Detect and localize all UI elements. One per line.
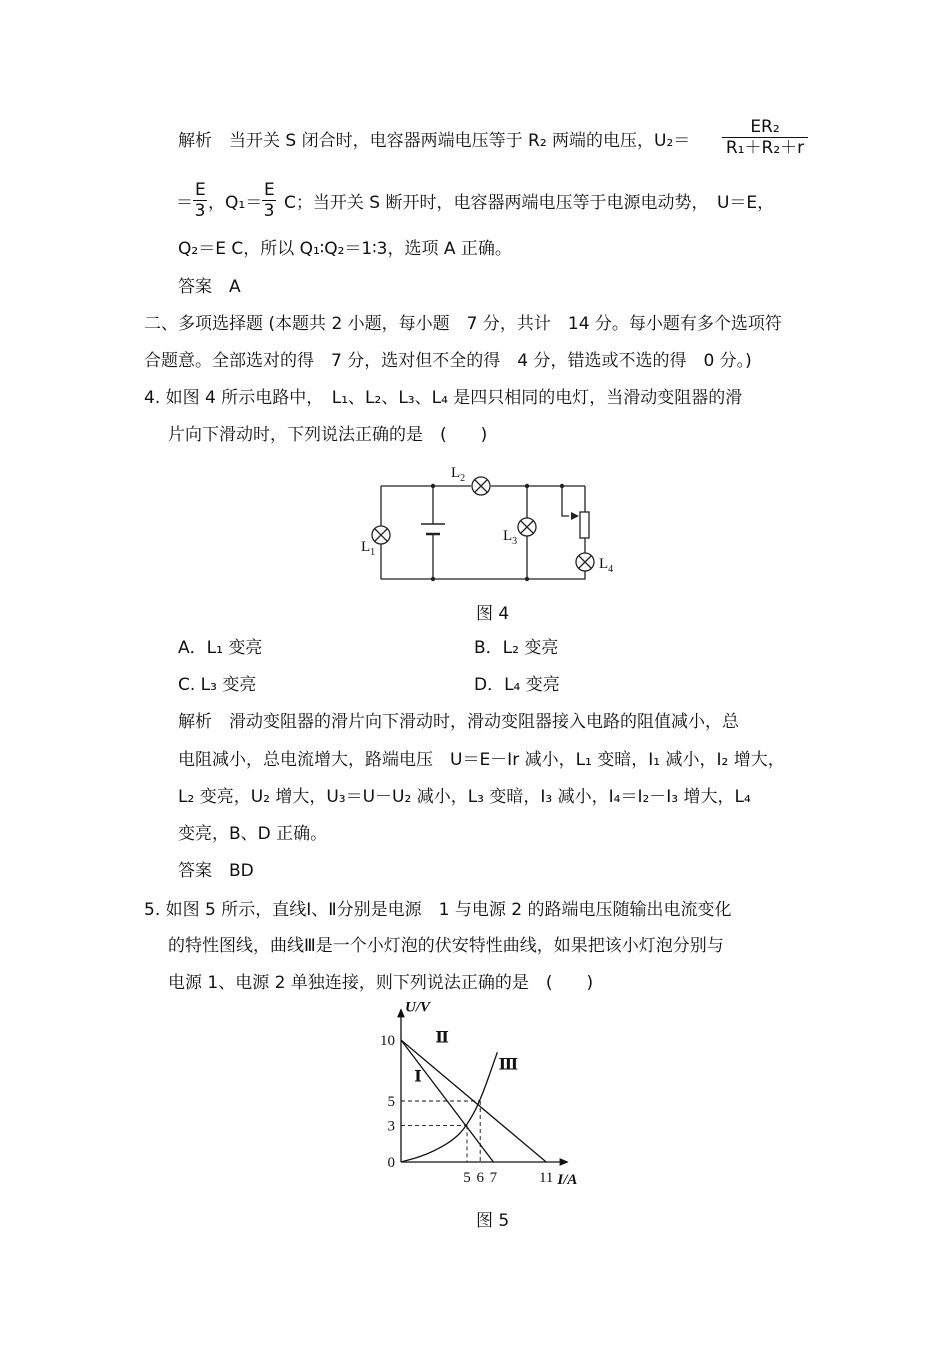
x-axis-label: I/A bbox=[557, 1172, 578, 1188]
fraction-a-num: E bbox=[195, 180, 206, 200]
x-tick-label: 7 bbox=[489, 1170, 498, 1186]
lamp-l2-icon bbox=[472, 477, 490, 495]
x-tick-label: 6 bbox=[476, 1170, 484, 1186]
q3-line2-rest: C；当开关 S 断开时，电容器两端电压等于电源电动势， U＝E， bbox=[284, 193, 775, 213]
q4-option-c[interactable]: C. L₃ 变亮 bbox=[178, 675, 257, 695]
q5-stem-line3: 电源 1、电源 2 单独连接，则下列说法正确的是 ( ) bbox=[168, 973, 594, 993]
q4-option-b[interactable]: B．L₂ 变亮 bbox=[474, 638, 559, 658]
label-l1: $L_1$ bbox=[361, 539, 376, 558]
figure4-caption: 图 4 bbox=[476, 604, 510, 624]
lamp-l3-icon bbox=[518, 518, 536, 536]
label-l2: $L_2$ bbox=[451, 465, 466, 484]
q3-analysis-line1: 解析 当开关 S 闭合时，电容器两端电压等于 R₂ 两端的电压，U₂＝ bbox=[178, 131, 691, 151]
fraction-u2 bbox=[722, 117, 808, 158]
q3-line3: Q₂＝E C，所以 Q₁∶Q₂＝1∶3，选项 A 正确。 bbox=[178, 239, 512, 259]
lamp-l4-icon bbox=[576, 553, 594, 571]
fraction-e-over-3-b bbox=[262, 180, 276, 221]
series-label-1: Ⅰ bbox=[414, 1068, 422, 1086]
label-l3: $L_3$ bbox=[503, 528, 518, 547]
y-tick-label: 3 bbox=[387, 1118, 395, 1135]
q4-analysis-line3: L₂ 变亮，U₂ 增大，U₃＝U－U₂ 减小，L₃ 变暗，I₃ 减小，I₄＝I₂－I₃ 增大，L₄ bbox=[178, 787, 751, 807]
section2-line2: 合题意。全部选对的得 7 分，选对但不全的得 4 分，错选或不选的得 0 分。) bbox=[144, 351, 752, 371]
label-l4: $L_4$ bbox=[599, 556, 614, 575]
circuit-diagram bbox=[355, 462, 630, 592]
lamp-l1-icon bbox=[372, 526, 390, 544]
q4-analysis-line4: 变亮，B、D 正确。 bbox=[178, 824, 328, 844]
fraction-a-den: 3 bbox=[194, 201, 206, 221]
fraction-u2-numerator: ER₂ bbox=[722, 117, 808, 138]
q4-stem-line2: 片向下滑动时，下列说法正确的是 ( ) bbox=[168, 425, 488, 445]
x-tick-label: 5 bbox=[463, 1170, 471, 1186]
x-tick-label: 11 bbox=[538, 1170, 554, 1186]
q4-analysis-line2: 电阻减小，总电流增大，路端电压 U＝E－Ir 减小，L₁ 变暗，I₁ 减小，I₂ 增大， bbox=[178, 750, 785, 770]
figure5-caption: 图 5 bbox=[476, 1211, 510, 1231]
q4-answer: 答案 BD bbox=[178, 861, 254, 881]
y-tick-label: 10 bbox=[380, 1033, 395, 1049]
fraction-e-over-3-a bbox=[193, 180, 207, 221]
q4-option-d[interactable]: D．L₄ 变亮 bbox=[474, 675, 560, 695]
fraction-b-num: E bbox=[264, 180, 275, 200]
q4-option-a[interactable]: A．L₁ 变亮 bbox=[178, 638, 263, 658]
fraction-b-den: 3 bbox=[263, 201, 275, 221]
section2-line1: 二、多项选择题 (本题共 2 小题，每小题 7 分，共计 14 分。每小题有多个选项符 bbox=[144, 314, 782, 334]
series-label-3: Ⅲ bbox=[498, 1056, 519, 1074]
slider-arrow-icon bbox=[571, 512, 579, 520]
y-tick-label: 5 bbox=[387, 1094, 395, 1110]
q3-mid1: ，Q₁＝ bbox=[208, 193, 263, 213]
q5-stem-line1: 5. 如图 5 所示，直线Ⅰ、Ⅱ分别是电源 1 与电源 2 的路端电压随输出电流变化 bbox=[144, 900, 732, 920]
u-i-chart bbox=[365, 1000, 615, 1190]
q4-stem-line1: 4. 如图 4 所示电路中， L₁、L₂、L₃、L₄ 是四只相同的电灯，当滑动变阻器的滑 bbox=[144, 388, 743, 408]
q3-answer: 答案 A bbox=[178, 277, 241, 297]
q5-stem-line2: 的特性图线，曲线Ⅲ是一个小灯泡的伏安特性曲线，如果把该小灯泡分别与 bbox=[168, 936, 724, 956]
fraction-u2-denominator: R₁＋R₂＋r bbox=[725, 138, 805, 158]
q4-analysis-line1: 解析 滑动变阻器的滑片向下滑动时，滑动变阻器接入电路的阻值减小，总 bbox=[178, 712, 739, 732]
y-axis-label: U/V bbox=[405, 1000, 431, 1016]
q3-eq-sign: ＝ bbox=[176, 193, 193, 213]
y-tick-label: 0 bbox=[387, 1155, 395, 1171]
series-label-2: Ⅱ bbox=[435, 1029, 449, 1047]
